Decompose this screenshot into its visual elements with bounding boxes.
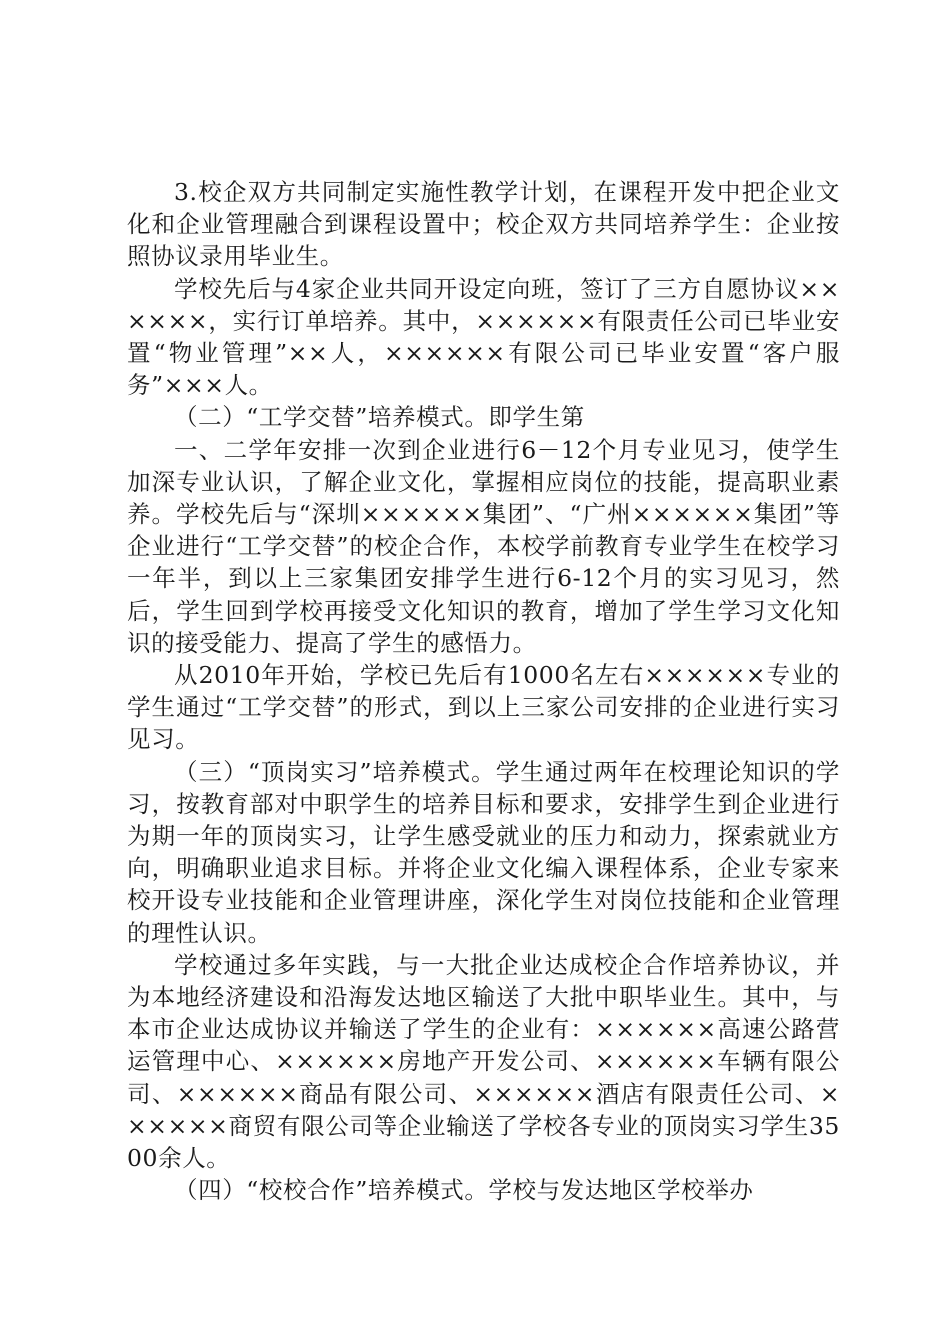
paragraph-plan: 3.校企双方共同制定实施性教学计划，在课程开发中把企业文化和企业管理融合到课程设置中；校企双方共同培养学生：企业按照协议录用毕业生。 [127, 178, 840, 271]
paragraph-school-cooperation: （四）“校校合作”培养模式。学校与发达地区学校举办 [174, 1176, 754, 1205]
paragraph-orientation-class: 学校先后与4家企业共同开设定向班，签订了三方自愿协议××××××，实行订单培养。其中，××××××有限责任公司已毕业安置“物业管理”××人，××××××有限公司已毕业安置“客户服务”×××人。 [127, 274, 840, 400]
paragraph-since-2010: 从2010年开始，学校已先后有1000名左右××××××专业的学生通过“工学交替”的形式，到以上三家公司安排的企业进行实习见习。 [127, 661, 840, 754]
paragraph-cooperation-results: 学校通过多年实践，与一大批企业达成校企合作培养协议，并为本地经济建设和沿海发达地区输送了大批中职毕业生。其中，与本市企业达成协议并输送了学生的企业有：××××××高速公路营运管理中心、××××××房地产开发公司、××××××车辆有限公司、××××××商品有限公司、××××××酒店有限责任公司、××××××商贸有限公司等企业输送了学校各专业的顶岗实习学生3500余人。 [127, 950, 840, 1173]
document-body [127, 176, 840, 1207]
paragraph-heading-work-study: （二）“工学交替”培养模式。即学生第 [174, 403, 585, 432]
paragraph-work-study-detail: 一、二学年安排一次到企业进行6－12个月专业见习，使学生加深专业认识，了解企业文化，掌握相应岗位的技能，提高职业素养。学校先后与“深圳××××××集团”、“广州××××××集团”等企业进行“工学交替”的校企合作，本校学前教育专业学生在校学习一年半，到以上三家集团安排学生进行6-12个月的实习见习，然后，学生回到学校再接受文化知识的教育，增加了学生学习文化知识的接受能力、提高了学生的感悟力。 [127, 435, 840, 657]
paragraph-internship-mode: （三）“顶岗实习”培养模式。学生通过两年在校理论知识的学习，按教育部对中职学生的培养目标和要求，安排学生到企业进行为期一年的顶岗实习，让学生感受就业的压力和动力，探索就业方向，明确职业追求目标。并将企业文化编入课程体系，企业专家来校开设专业技能和企业管理讲座，深化学生对岗位技能和企业管理的理性认识。 [127, 757, 840, 947]
